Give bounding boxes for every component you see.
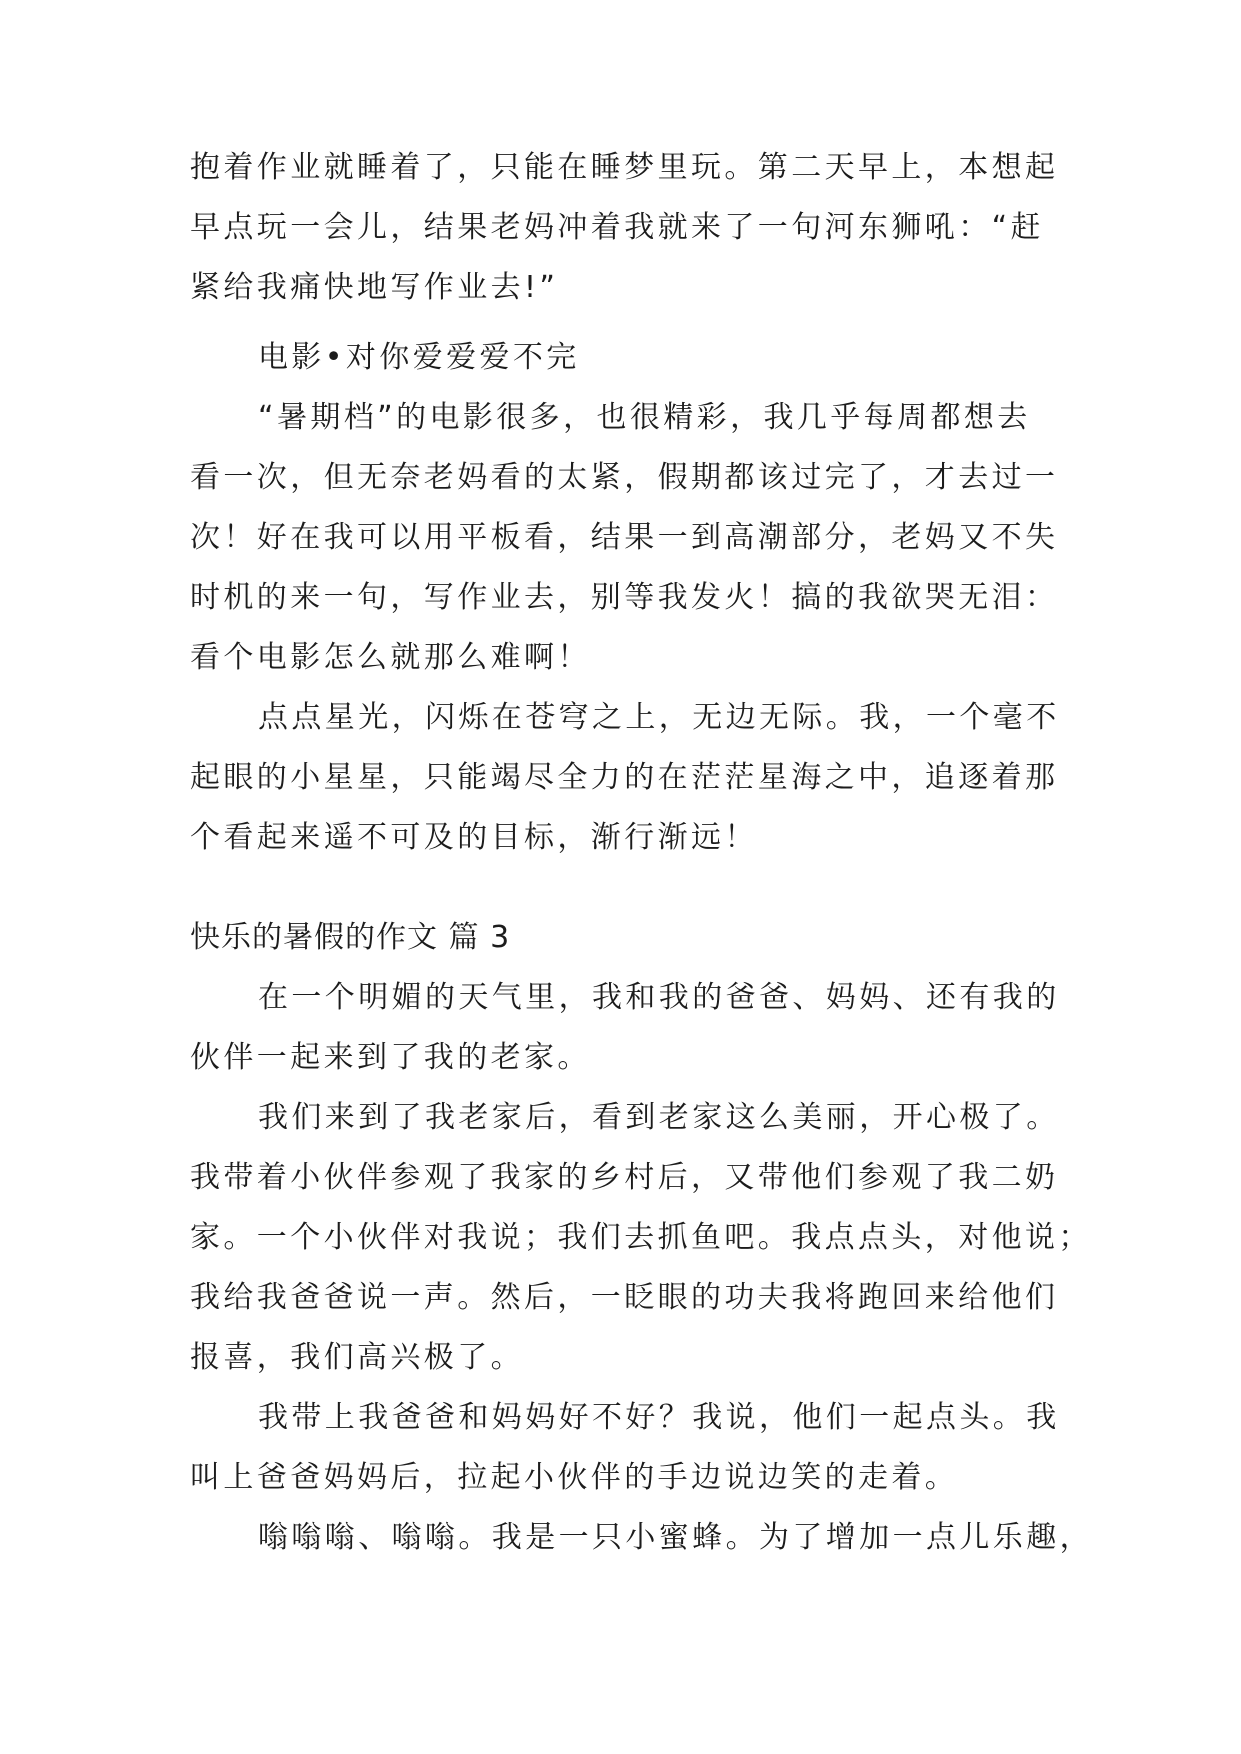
paragraph-line: 在一个明媚的天气里，我和我的爸爸、妈妈、还有我的	[258, 980, 1060, 1015]
paragraph-line: 看一次，但无奈老妈看的太紧，假期都该过完了，才去过一	[190, 460, 1059, 495]
paragraph-line: 伙伴一起来到了我的老家。	[190, 1040, 591, 1075]
paragraph-line: 家。一个小伙伴对我说；我们去抓鱼吧。我点点头，对他说；	[190, 1220, 1092, 1255]
paragraph-line: 抱着作业就睡着了，只能在睡梦里玩。第二天早上，本想起	[190, 150, 1059, 185]
paragraph-line: 次！好在我可以用平板看，结果一到高潮部分，老妈又不失	[190, 520, 1059, 555]
paragraph-line: 我带上我爸爸和妈妈好不好？我说，他们一起点头。我	[258, 1400, 1060, 1435]
paragraph-line: 报喜，我们高兴极了。	[190, 1340, 524, 1375]
paragraph-line: 紧给我痛快地写作业去!”	[190, 270, 559, 305]
essay-heading: 快乐的暑假的作文 篇 3	[190, 920, 511, 955]
paragraph-line: 看个电影怎么就那么难啊！	[190, 640, 591, 675]
paragraph-line: 我们来到了我老家后，看到老家这么美丽，开心极了。	[258, 1100, 1060, 1135]
paragraph-line: “暑期档”的电影很多，也很精彩，我几乎每周都想去	[258, 400, 1031, 435]
section-subtitle: 电影•对你爱爱爱不完	[258, 340, 580, 375]
paragraph-line: 起眼的小星星，只能竭尽全力的在茫茫星海之中，追逐着那	[190, 760, 1059, 795]
paragraph-line: 个看起来遥不可及的目标，渐行渐远！	[190, 820, 758, 855]
paragraph-line: 我带着小伙伴参观了我家的乡村后，又带他们参观了我二奶	[190, 1160, 1059, 1195]
paragraph-line: 点点星光，闪烁在苍穹之上，无边无际。我，一个毫不	[258, 700, 1060, 735]
paragraph-line: 时机的来一句，写作业去，别等我发火！搞的我欲哭无泪：	[190, 580, 1059, 615]
paragraph-line: 叫上爸爸妈妈后，拉起小伙伴的手边说边笑的走着。	[190, 1460, 959, 1495]
paragraph-line: 嗡嗡嗡、嗡嗡。我是一只小蜜蜂。为了增加一点儿乐趣，	[258, 1520, 1093, 1555]
paragraph-line: 我给我爸爸说一声。然后，一眨眼的功夫我将跑回来给他们	[190, 1280, 1059, 1315]
paragraph-line: 早点玩一会儿，结果老妈冲着我就来了一句河东狮吼：“赶	[190, 210, 1044, 245]
